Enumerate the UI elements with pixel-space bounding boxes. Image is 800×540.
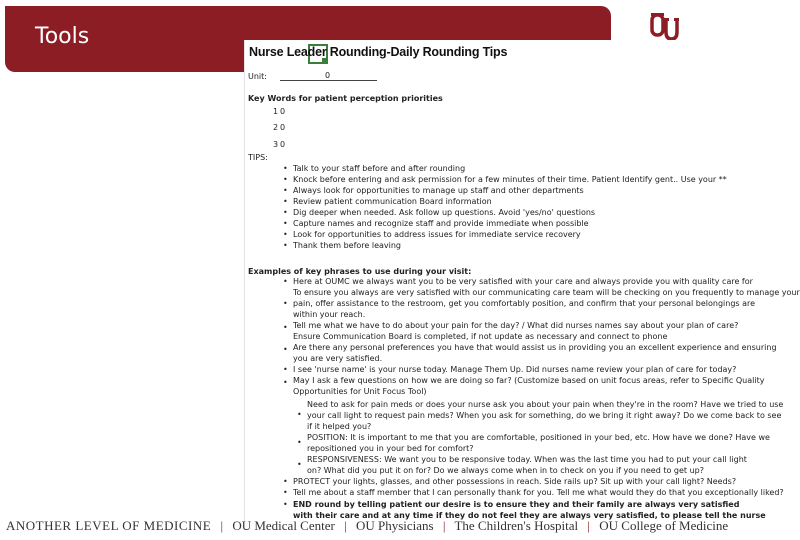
bullet-icon: • (283, 477, 288, 486)
example-subline: RESPONSIVENESS: We want you to be responsive today. When was the last time you had to put your call light (307, 455, 747, 464)
keyword-number-2: 2 (273, 123, 279, 132)
example-line: you are very satisfied. (293, 354, 383, 363)
footer-separator: | (587, 518, 590, 533)
footer-separator: | (344, 518, 347, 533)
example-subline: repositioned you in your bed for comfort? (307, 444, 474, 453)
bullet-icon: • (283, 378, 288, 387)
tip-item: Look for opportunities to address issues for immediate service recovery (293, 230, 581, 239)
keyword-value-2: 0 (280, 123, 286, 132)
bullet-icon: • (283, 365, 288, 374)
footer-bar (6, 518, 729, 538)
unit-label: Unit: (248, 72, 267, 81)
tip-item: Capture names and recognize staff and provide immediate when possible (293, 219, 589, 228)
bullet-icon: • (297, 438, 302, 447)
example-line: pain, offer assistance to the restroom, get you comfortably position, and confirm that your personal belongings are (293, 299, 756, 308)
bullet-icon: • (283, 241, 288, 250)
bullet-icon: • (283, 164, 288, 173)
keyword-value-1: 0 (280, 107, 286, 116)
examples-heading: Examples of key phrases to use during your visit: (248, 267, 472, 276)
bullet-icon: • (283, 345, 288, 354)
example-line: Tell me what we have to do about your pain for the day? / What did nurses names say about your plan of care? (293, 321, 739, 330)
keyword-value-3: 0 (280, 140, 286, 149)
unit-field-line (280, 80, 377, 81)
example-line: Tell me about a staff member that I can personally thank for you. Tell me what would they do that you exceptionally liked? (293, 488, 784, 497)
tip-item: Knock before entering and ask permission for a few minutes of their time. Patient Identify gent.. Use your ** (293, 175, 727, 184)
footer-item: OU Physicians (355, 518, 434, 533)
example-subline: if it helped you? (307, 422, 372, 431)
footer-separator: | (220, 518, 224, 533)
bullet-icon: • (297, 460, 302, 469)
bullet-icon: • (283, 175, 288, 184)
bullet-icon: • (283, 299, 288, 308)
footer-item: OU College of Medicine (599, 518, 729, 533)
document-title: Nurse Leader Rounding-Daily Rounding Tips (249, 45, 508, 59)
keywords-heading: Key Words for patient perception priorities (248, 94, 443, 103)
example-line: within your reach. (293, 310, 366, 319)
rounding-tips-document (244, 40, 800, 522)
tips-heading: TIPS: (248, 153, 268, 162)
example-line: I see 'nurse name' is your nurse today. Manage Them Up. Did nurses name review your plan of care for today? (293, 365, 737, 374)
example-line: Here at OUMC we always want you to be very satisfied with your care and always provide you with quality care for (293, 277, 753, 286)
bullet-icon: • (283, 323, 288, 332)
tip-item: Dig deeper when needed. Ask follow up questions. Avoid 'yes/no' questions (293, 208, 596, 217)
tip-item: Always look for opportunities to manage up staff and other departments (293, 186, 584, 195)
example-line: To ensure you always are very satisfied with our communicating care team will be checking on you frequently to manage your (293, 288, 800, 297)
footer-item: OU Medical Center (232, 518, 335, 533)
keyword-number-3: 3 (273, 140, 279, 149)
example-subline: your call light to request pain meds? When you ask for something, do we bring it right away? Do we come back to see (307, 411, 782, 420)
bullet-icon: • (297, 410, 302, 419)
example-line: Are there any personal preferences you have that would assist us in providing you an excellent experience and ensuring (293, 343, 777, 352)
example-line: PROTECT your lights, glasses, and other possessions in reach. Side rails up? Sit up with your call light? Needs? (293, 477, 737, 486)
footer-tagline: ANOTHER LEVEL OF MEDICINE (6, 518, 212, 533)
banner-title: Tools (35, 24, 90, 49)
example-subline: Need to ask for pain meds or does your nurse ask you about your pain when they're in the room? Have we tried to use (307, 400, 784, 409)
example-line: END round by telling patient our desire is to ensure they and their family are always very satisfied (293, 500, 740, 509)
tip-item: Talk to your staff before and after rounding (293, 164, 466, 173)
keyword-number-1: 1 (273, 107, 279, 116)
example-subline: on? What did you put it on for? Do we always come when in to check on you if you need to get up? (307, 466, 704, 475)
bullet-icon: • (283, 219, 288, 228)
footer-separator: | (442, 518, 446, 533)
tip-item: Thank them before leaving (293, 241, 402, 250)
unit-value: 0 (325, 71, 331, 80)
tip-item: Review patient communication Board information (293, 197, 492, 206)
example-line: with their care and at any time if they do not feel they are always very satisfied, to please tell the nurse (293, 511, 766, 520)
footer-item: The Children's Hospital (454, 518, 579, 533)
example-line: May I ask a few questions on how we are doing so far? (Customize based on unit focus areas, refer to Specific Quality (293, 376, 765, 385)
bullet-icon: • (283, 208, 288, 217)
bullet-icon: • (283, 197, 288, 206)
example-subline: POSITION: It is important to me that you are comfortable, positioned in your bed, etc. How have we done? Have we (307, 433, 770, 442)
bullet-icon: • (283, 186, 288, 195)
bullet-icon: • (283, 230, 288, 239)
bullet-icon: • (283, 277, 288, 286)
bullet-icon: • (283, 500, 288, 509)
example-line: Opportunities for Unit Focus Tool) (293, 387, 427, 396)
bullet-icon: • (283, 488, 288, 497)
example-line: Ensure Communication Board is completed, if not update as necessary and connect to phone (293, 332, 668, 341)
